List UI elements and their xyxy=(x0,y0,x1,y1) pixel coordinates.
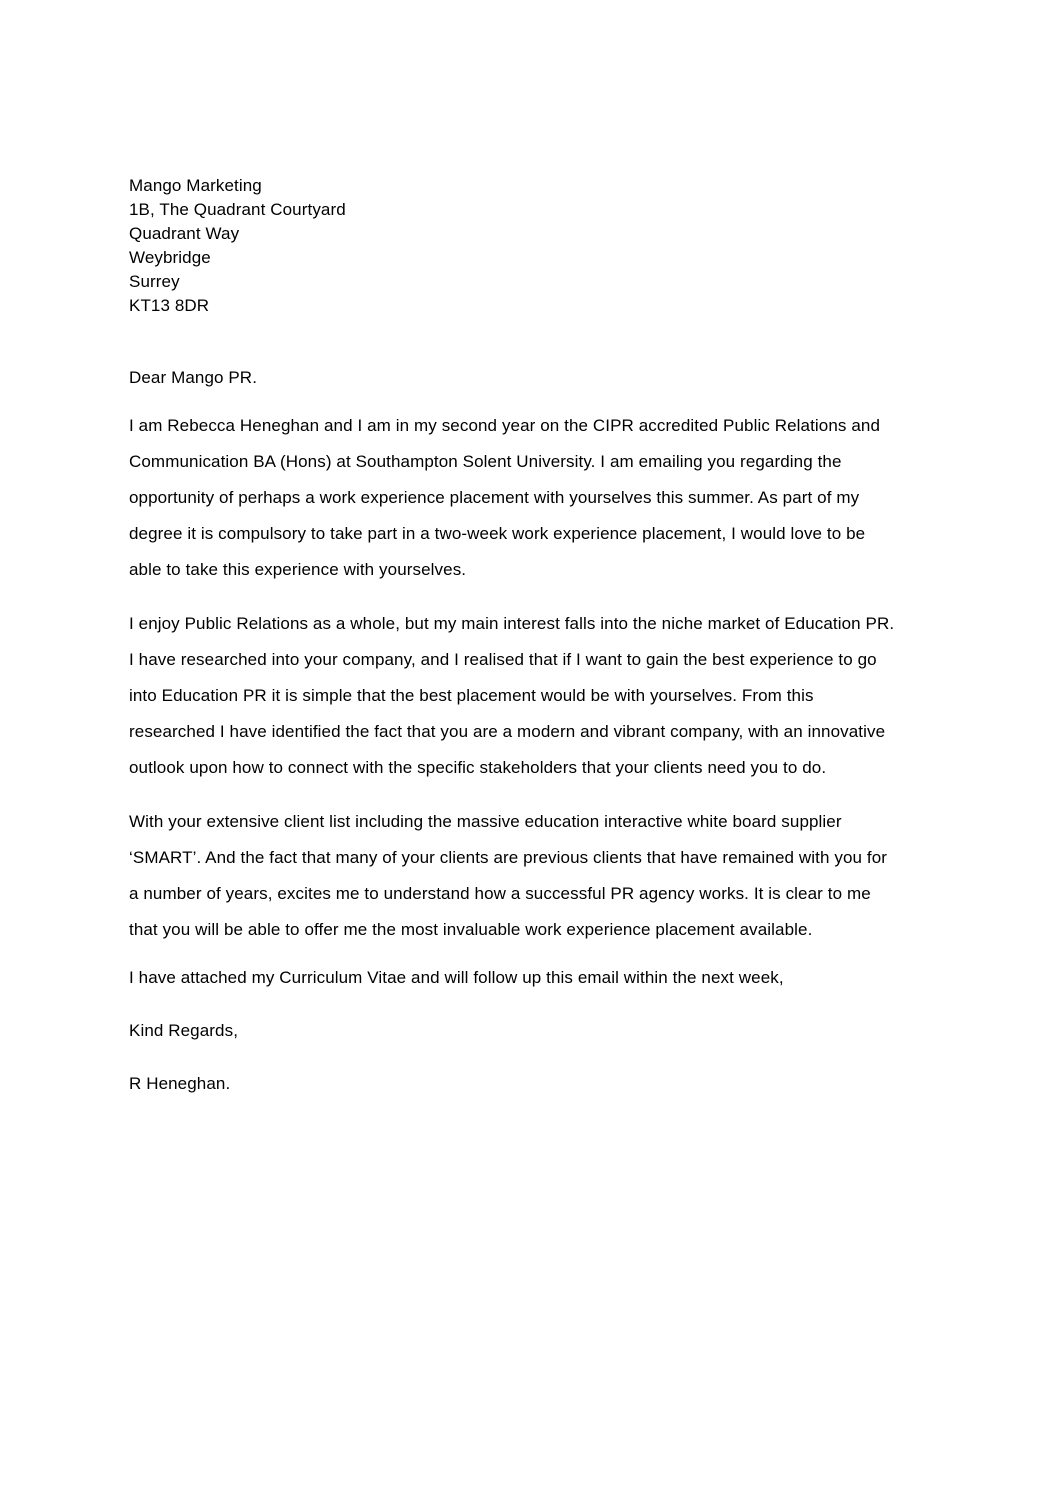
attachment-note: I have attached my Curriculum Vitae and will follow up this email within the next week, xyxy=(129,968,784,987)
signature: R Heneghan. xyxy=(129,1074,231,1093)
paragraph-interest xyxy=(129,606,944,786)
address-line-street: 1B, The Quadrant Courtyard xyxy=(129,200,346,219)
address-line-road: Quadrant Way xyxy=(129,224,240,243)
paragraph-line: a number of years, excites me to understand how a successful PR agency works. It is clear to me xyxy=(129,884,871,903)
paragraph-line: researched I have identified the fact that you are a modern and vibrant company, with an innovative xyxy=(129,722,886,741)
closing: Kind Regards, xyxy=(129,1021,239,1040)
paragraph-line: Communication BA (Hons) at Southampton Solent University. I am emailing you regarding the xyxy=(129,452,842,471)
paragraph-introduction xyxy=(129,408,944,588)
paragraph-line: able to take this experience with yourselves. xyxy=(129,560,467,579)
cover-letter xyxy=(129,174,949,1096)
paragraph-line: opportunity of perhaps a work experience placement with yourselves this summer. As part of my xyxy=(129,488,860,507)
paragraph-line: With your extensive client list including the massive education interactive white board supplier xyxy=(129,812,842,831)
paragraph-line: into Education PR it is simple that the best placement would be with yourselves. From this xyxy=(129,686,814,705)
address-line-company: Mango Marketing xyxy=(129,176,262,195)
address-line-postcode: KT13 8DR xyxy=(129,296,210,315)
address-line-county: Surrey xyxy=(129,272,180,291)
address-line-town: Weybridge xyxy=(129,248,211,267)
paragraph-line: ‘SMART’. And the fact that many of your clients are previous clients that have remained with you for xyxy=(129,848,888,867)
recipient-address xyxy=(129,174,949,318)
paragraph-line: I am Rebecca Heneghan and I am in my second year on the CIPR accredited Public Relations and xyxy=(129,416,880,435)
paragraph-line: I enjoy Public Relations as a whole, but my main interest falls into the niche market of Education PR. xyxy=(129,614,895,633)
paragraph-line: I have researched into your company, and I realised that if I want to gain the best experience to go xyxy=(129,650,877,669)
paragraph-clients xyxy=(129,804,944,948)
paragraph-line: outlook upon how to connect with the specific stakeholders that your clients need you to do. xyxy=(129,758,827,777)
salutation: Dear Mango PR. xyxy=(129,368,258,387)
paragraph-line: that you will be able to offer me the most invaluable work experience placement available. xyxy=(129,920,813,939)
paragraph-line: degree it is compulsory to take part in a two-week work experience placement, I would love to be xyxy=(129,524,866,543)
